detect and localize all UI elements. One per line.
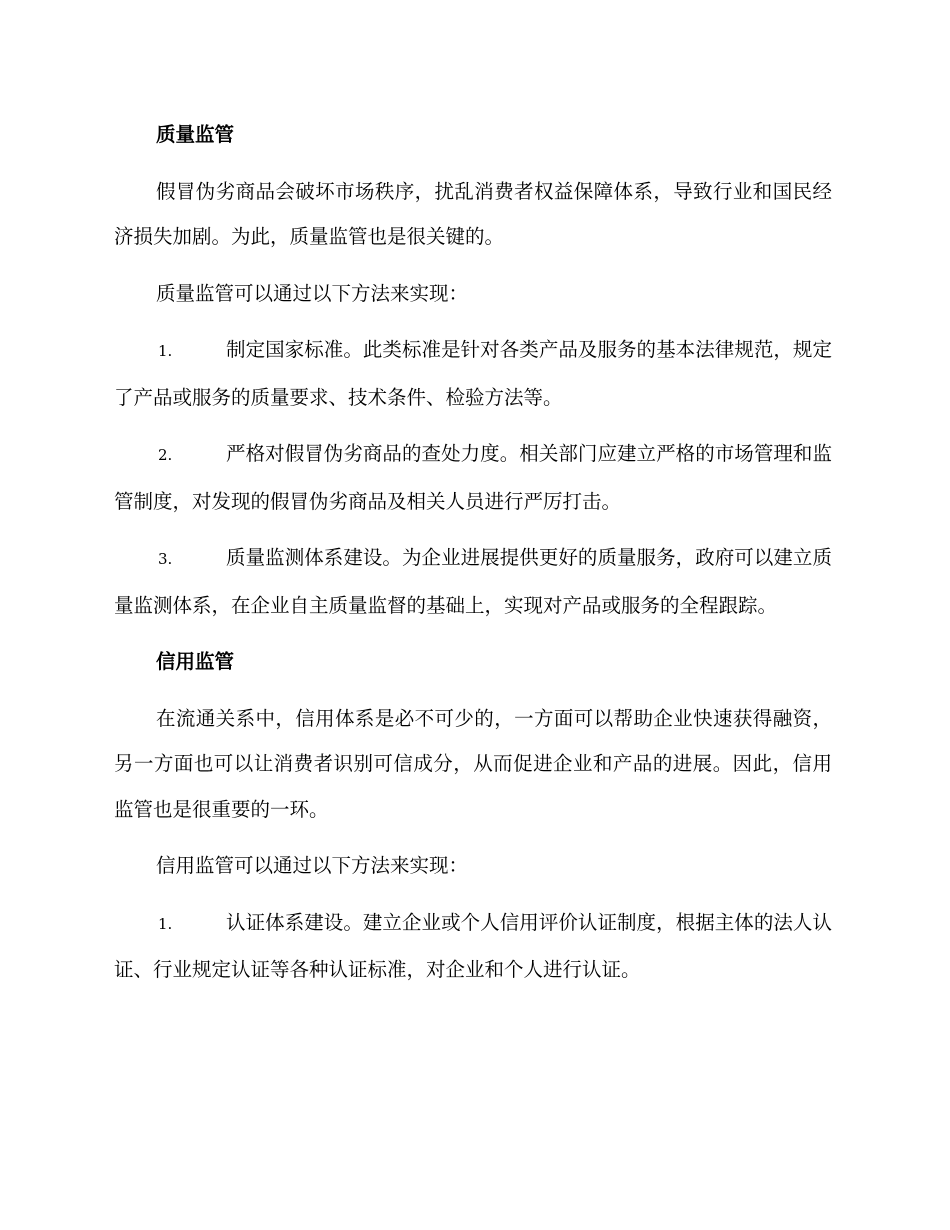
list-item-number: 2. [158, 446, 173, 464]
paragraph: 假冒伪劣商品会破坏市场秩序，扰乱消费者权益保障体系，导致行业和国民经济损失加剧。为此，质量监管也是很关键的。 [114, 179, 832, 248]
section-heading: 信用监管 [156, 650, 235, 673]
paragraph: 信用监管可以通过以下方法来实现： [156, 854, 469, 877]
section-credit [114, 639, 832, 993]
list-item-text: 认证体系建设。建立企业或个人信用评价认证制度，根据主体的法人认证、行业规定认证等各种认证标准，对企业和个人进行认证。 [114, 910, 832, 981]
list-item [114, 900, 832, 993]
list-item [114, 327, 832, 420]
paragraph: 在流通关系中，信用体系是必不可少的，一方面可以帮助企业快速获得融资，另一方面也可以让消费者识别可信成分，从而促进企业和产品的进展。因此，信用监管也是很重要的一环。 [114, 706, 832, 821]
document-body [114, 112, 832, 1004]
list-item-text: 质量监测体系建设。为企业进展提供更好的质量服务，政府可以建立质量监测体系，在企业自主质量监督的基础上，实现对产品或服务的全程跟踪。 [114, 546, 832, 617]
list-item [114, 535, 832, 628]
section-quality [114, 112, 832, 628]
list-item-number: 1. [158, 914, 173, 933]
paragraph: 质量监管可以通过以下方法来实现： [156, 281, 469, 305]
list-item [114, 431, 832, 524]
list-item-number: 1. [158, 342, 173, 360]
list-item-text: 严格对假冒伪劣商品的查处力度。相关部门应建立严格的市场管理和监管制度，对发现的假冒伪劣商品及相关人员进行严厉打击。 [114, 442, 832, 513]
list-item-text: 制定国家标准。此类标准是针对各类产品及服务的基本法律规范，规定了产品或服务的质量要求、技术条件、检验方法等。 [114, 338, 832, 409]
list-item-number: 3. [158, 550, 173, 568]
section-heading: 质量监管 [156, 123, 235, 146]
